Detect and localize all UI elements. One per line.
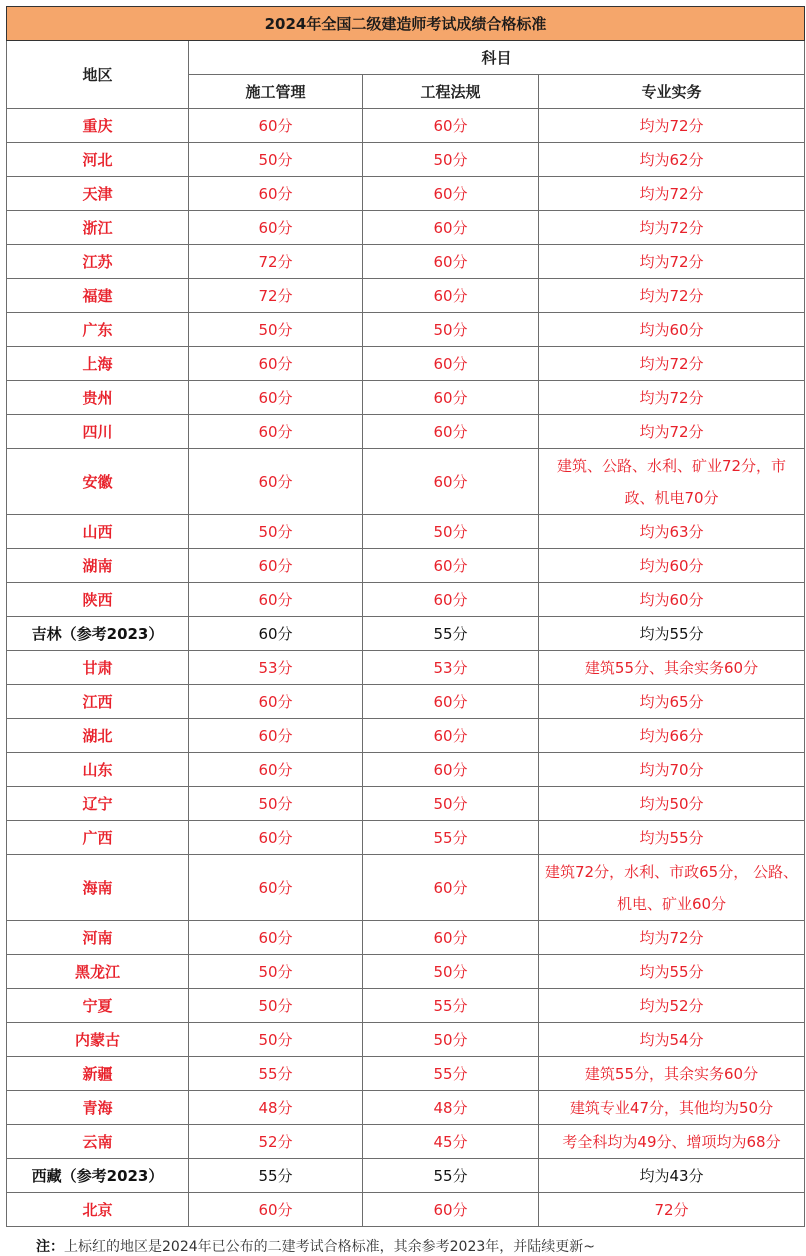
practice-score-cell: 均为72分 xyxy=(539,279,805,313)
table-row xyxy=(7,651,805,685)
practice-score-cell: 建筑72分，水利、市政65分， 公路、机电、矿业60分 xyxy=(539,855,805,921)
management-score-cell: 60分 xyxy=(189,753,363,787)
law-score-cell: 55分 xyxy=(363,821,539,855)
practice-score-cell: 均为43分 xyxy=(539,1159,805,1193)
management-score-cell: 72分 xyxy=(189,279,363,313)
table-title: 2024年全国二级建造师考试成绩合格标准 xyxy=(7,7,805,41)
region-header: 地区 xyxy=(7,41,189,109)
law-score-cell: 55分 xyxy=(363,617,539,651)
practice-score-cell: 72分 xyxy=(539,1193,805,1227)
region-cell: 江苏 xyxy=(7,245,189,279)
table-body xyxy=(7,109,805,1227)
law-score-cell: 60分 xyxy=(363,347,539,381)
table-row xyxy=(7,1023,805,1057)
management-score-cell: 55分 xyxy=(189,1159,363,1193)
practice-score-cell: 均为72分 xyxy=(539,177,805,211)
law-score-cell: 60分 xyxy=(363,449,539,515)
management-score-cell: 60分 xyxy=(189,821,363,855)
management-score-cell: 60分 xyxy=(189,1193,363,1227)
practice-score-cell: 均为60分 xyxy=(539,549,805,583)
management-score-cell: 50分 xyxy=(189,515,363,549)
management-score-cell: 60分 xyxy=(189,549,363,583)
table-row xyxy=(7,279,805,313)
table-row xyxy=(7,381,805,415)
table-row xyxy=(7,1159,805,1193)
law-score-cell: 60分 xyxy=(363,685,539,719)
table-row xyxy=(7,685,805,719)
management-score-cell: 50分 xyxy=(189,787,363,821)
table-row xyxy=(7,989,805,1023)
management-score-cell: 60分 xyxy=(189,109,363,143)
practice-score-cell: 建筑、公路、水利、矿业72分，市政、机电70分 xyxy=(539,449,805,515)
table-row xyxy=(7,719,805,753)
practice-score-cell: 均为72分 xyxy=(539,415,805,449)
table-row xyxy=(7,821,805,855)
practice-score-cell: 均为55分 xyxy=(539,617,805,651)
table-row xyxy=(7,549,805,583)
law-score-cell: 60分 xyxy=(363,549,539,583)
management-score-cell: 52分 xyxy=(189,1125,363,1159)
practice-score-cell: 建筑55分、其余实务60分 xyxy=(539,651,805,685)
management-score-cell: 50分 xyxy=(189,143,363,177)
region-cell: 天津 xyxy=(7,177,189,211)
region-cell: 新疆 xyxy=(7,1057,189,1091)
practice-score-cell: 考全科均为49分、增项均为68分 xyxy=(539,1125,805,1159)
region-cell: 河南 xyxy=(7,921,189,955)
footnote-text: 上标红的地区是2024年已公布的二建考试合格标准，其余参考2023年，并陆续更新~ xyxy=(64,1239,595,1255)
region-cell: 黑龙江 xyxy=(7,955,189,989)
practice-score-cell: 建筑55分，其余实务60分 xyxy=(539,1057,805,1091)
management-score-cell: 72分 xyxy=(189,245,363,279)
practice-score-cell: 均为62分 xyxy=(539,143,805,177)
management-score-cell: 50分 xyxy=(189,313,363,347)
table-row xyxy=(7,515,805,549)
management-score-cell: 50分 xyxy=(189,989,363,1023)
practice-score-cell: 均为50分 xyxy=(539,787,805,821)
region-cell: 安徽 xyxy=(7,449,189,515)
law-score-cell: 55分 xyxy=(363,989,539,1023)
region-cell: 河北 xyxy=(7,143,189,177)
practice-score-cell: 均为60分 xyxy=(539,583,805,617)
region-cell: 西藏（参考2023） xyxy=(7,1159,189,1193)
law-score-cell: 50分 xyxy=(363,515,539,549)
region-cell: 江西 xyxy=(7,685,189,719)
practice-score-cell: 均为70分 xyxy=(539,753,805,787)
table-row xyxy=(7,1125,805,1159)
management-score-cell: 60分 xyxy=(189,415,363,449)
law-score-cell: 60分 xyxy=(363,279,539,313)
table-row xyxy=(7,449,805,515)
law-score-cell: 60分 xyxy=(363,245,539,279)
region-cell: 广东 xyxy=(7,313,189,347)
practice-score-cell: 均为72分 xyxy=(539,109,805,143)
region-cell: 甘肃 xyxy=(7,651,189,685)
management-score-cell: 60分 xyxy=(189,347,363,381)
table-row xyxy=(7,1091,805,1125)
law-score-cell: 60分 xyxy=(363,211,539,245)
practice-score-cell: 均为65分 xyxy=(539,685,805,719)
column-header-law: 工程法规 xyxy=(363,75,539,109)
region-cell: 内蒙古 xyxy=(7,1023,189,1057)
table-row xyxy=(7,211,805,245)
law-score-cell: 60分 xyxy=(363,855,539,921)
law-score-cell: 60分 xyxy=(363,1193,539,1227)
table-row xyxy=(7,415,805,449)
region-cell: 北京 xyxy=(7,1193,189,1227)
table-row xyxy=(7,143,805,177)
score-table xyxy=(6,6,805,1227)
law-score-cell: 60分 xyxy=(363,719,539,753)
table-row xyxy=(7,109,805,143)
law-score-cell: 50分 xyxy=(363,313,539,347)
management-score-cell: 60分 xyxy=(189,719,363,753)
table-row xyxy=(7,1193,805,1227)
law-score-cell: 60分 xyxy=(363,109,539,143)
region-cell: 湖北 xyxy=(7,719,189,753)
law-score-cell: 50分 xyxy=(363,787,539,821)
management-score-cell: 60分 xyxy=(189,685,363,719)
management-score-cell: 60分 xyxy=(189,381,363,415)
practice-score-cell: 均为52分 xyxy=(539,989,805,1023)
practice-score-cell: 均为72分 xyxy=(539,347,805,381)
table-row xyxy=(7,921,805,955)
footnote xyxy=(36,1236,595,1256)
practice-score-cell: 均为72分 xyxy=(539,921,805,955)
region-cell: 上海 xyxy=(7,347,189,381)
table-row xyxy=(7,753,805,787)
management-score-cell: 53分 xyxy=(189,651,363,685)
practice-score-cell: 均为54分 xyxy=(539,1023,805,1057)
region-cell: 浙江 xyxy=(7,211,189,245)
practice-score-cell: 均为72分 xyxy=(539,381,805,415)
region-cell: 吉林（参考2023） xyxy=(7,617,189,651)
law-score-cell: 60分 xyxy=(363,415,539,449)
region-cell: 山西 xyxy=(7,515,189,549)
law-score-cell: 55分 xyxy=(363,1159,539,1193)
region-cell: 陕西 xyxy=(7,583,189,617)
practice-score-cell: 均为63分 xyxy=(539,515,805,549)
law-score-cell: 45分 xyxy=(363,1125,539,1159)
law-score-cell: 60分 xyxy=(363,381,539,415)
law-score-cell: 50分 xyxy=(363,143,539,177)
management-score-cell: 55分 xyxy=(189,1057,363,1091)
law-score-cell: 55分 xyxy=(363,1057,539,1091)
management-score-cell: 60分 xyxy=(189,921,363,955)
table-row xyxy=(7,617,805,651)
law-score-cell: 53分 xyxy=(363,651,539,685)
region-cell: 海南 xyxy=(7,855,189,921)
region-cell: 山东 xyxy=(7,753,189,787)
region-cell: 福建 xyxy=(7,279,189,313)
practice-score-cell: 均为55分 xyxy=(539,955,805,989)
practice-score-cell: 建筑专业47分，其他均为50分 xyxy=(539,1091,805,1125)
management-score-cell: 60分 xyxy=(189,617,363,651)
table-row xyxy=(7,177,805,211)
law-score-cell: 60分 xyxy=(363,177,539,211)
region-cell: 贵州 xyxy=(7,381,189,415)
law-score-cell: 50分 xyxy=(363,955,539,989)
table-row xyxy=(7,313,805,347)
table-row xyxy=(7,347,805,381)
practice-score-cell: 均为55分 xyxy=(539,821,805,855)
table-row xyxy=(7,245,805,279)
management-score-cell: 60分 xyxy=(189,449,363,515)
practice-score-cell: 均为72分 xyxy=(539,211,805,245)
footnote-label: 注： xyxy=(36,1239,64,1255)
table-row xyxy=(7,583,805,617)
region-cell: 四川 xyxy=(7,415,189,449)
region-cell: 宁夏 xyxy=(7,989,189,1023)
practice-score-cell: 均为66分 xyxy=(539,719,805,753)
region-cell: 青海 xyxy=(7,1091,189,1125)
region-cell: 云南 xyxy=(7,1125,189,1159)
management-score-cell: 60分 xyxy=(189,177,363,211)
table-row xyxy=(7,955,805,989)
column-header-management: 施工管理 xyxy=(189,75,363,109)
score-table-container xyxy=(6,6,804,1227)
management-score-cell: 60分 xyxy=(189,211,363,245)
table-row xyxy=(7,787,805,821)
management-score-cell: 60分 xyxy=(189,583,363,617)
law-score-cell: 60分 xyxy=(363,583,539,617)
management-score-cell: 60分 xyxy=(189,855,363,921)
column-header-practice: 专业实务 xyxy=(539,75,805,109)
practice-score-cell: 均为72分 xyxy=(539,245,805,279)
management-score-cell: 50分 xyxy=(189,955,363,989)
law-score-cell: 60分 xyxy=(363,921,539,955)
subject-header: 科目 xyxy=(189,41,805,75)
table-row xyxy=(7,1057,805,1091)
law-score-cell: 48分 xyxy=(363,1091,539,1125)
practice-score-cell: 均为60分 xyxy=(539,313,805,347)
region-cell: 广西 xyxy=(7,821,189,855)
region-cell: 辽宁 xyxy=(7,787,189,821)
law-score-cell: 60分 xyxy=(363,753,539,787)
management-score-cell: 48分 xyxy=(189,1091,363,1125)
law-score-cell: 50分 xyxy=(363,1023,539,1057)
management-score-cell: 50分 xyxy=(189,1023,363,1057)
table-row xyxy=(7,855,805,921)
region-cell: 重庆 xyxy=(7,109,189,143)
region-cell: 湖南 xyxy=(7,549,189,583)
